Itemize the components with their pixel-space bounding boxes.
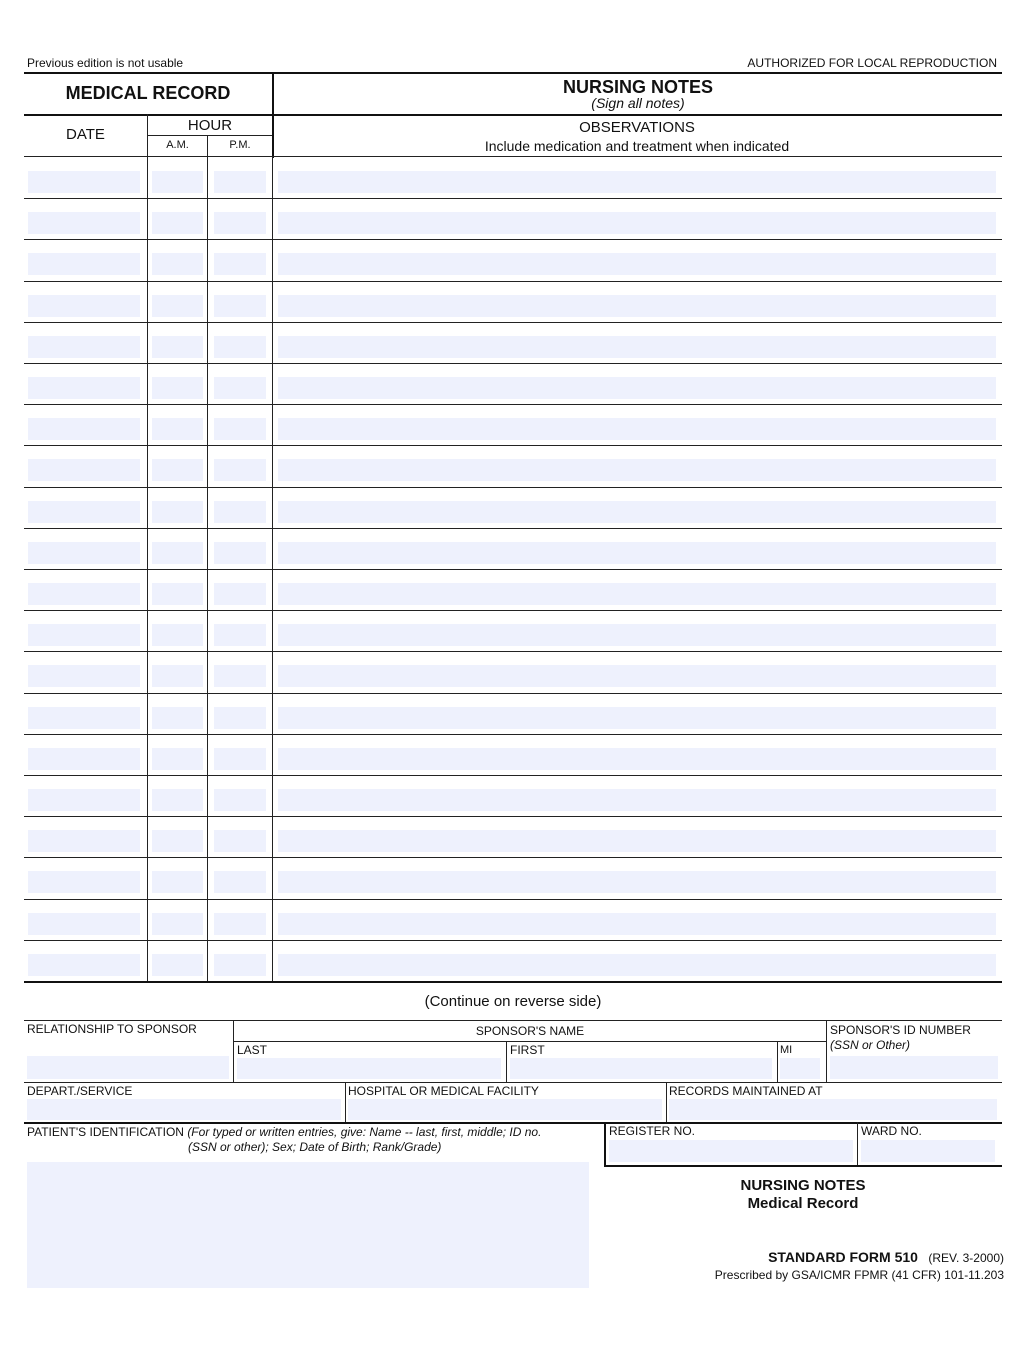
relationship-label: RELATIONSHIP TO SPONSOR — [27, 1022, 197, 1036]
footer-title: NURSING NOTES — [740, 1177, 866, 1194]
observation-cell[interactable] — [278, 212, 996, 234]
pm-cell[interactable] — [214, 707, 266, 729]
date-header: DATE — [66, 126, 105, 143]
sponsor-last-field[interactable] — [237, 1058, 501, 1079]
observation-cell[interactable] — [278, 542, 996, 564]
date-cell[interactable] — [28, 830, 140, 852]
am-cell[interactable] — [152, 789, 203, 811]
sponsor-name-label: SPONSOR'S NAME — [475, 1024, 585, 1038]
am-header: A.M. — [166, 139, 189, 151]
am-cell[interactable] — [152, 954, 203, 976]
date-column-divider — [147, 114, 148, 982]
mi-label: MI — [780, 1044, 793, 1056]
row-divider — [24, 857, 1002, 858]
observation-cell[interactable] — [278, 253, 996, 275]
am-cell[interactable] — [152, 253, 203, 275]
row-divider — [24, 445, 1002, 446]
form-number-line — [768, 1249, 1004, 1267]
date-cell[interactable] — [28, 253, 140, 275]
row-divider — [24, 734, 1002, 735]
form-number: STANDARD FORM 510 — [768, 1249, 918, 1265]
pm-cell[interactable] — [214, 583, 266, 605]
date-cell[interactable] — [28, 542, 140, 564]
patient-id-hint-2: (SSN or other); Sex; Date of Birth; Rank/Grade) — [188, 1140, 442, 1154]
observation-cell[interactable] — [278, 418, 996, 440]
date-cell[interactable] — [28, 295, 140, 317]
date-cell[interactable] — [28, 665, 140, 687]
register-field[interactable] — [609, 1140, 853, 1162]
pm-cell[interactable] — [214, 501, 266, 523]
observation-cell[interactable] — [278, 501, 996, 523]
last-first-divider — [506, 1041, 507, 1082]
am-cell[interactable] — [152, 748, 203, 770]
row-divider — [24, 693, 1002, 694]
observation-cell[interactable] — [278, 171, 996, 193]
am-cell[interactable] — [152, 459, 203, 481]
pm-cell[interactable] — [214, 253, 266, 275]
am-cell[interactable] — [152, 542, 203, 564]
record-title: MEDICAL RECORD — [65, 83, 231, 103]
am-cell[interactable] — [152, 501, 203, 523]
date-cell[interactable] — [28, 624, 140, 646]
authorized-note: AUTHORIZED FOR LOCAL REPRODUCTION — [747, 56, 997, 70]
hospital-divider — [666, 1082, 667, 1122]
am-cell[interactable] — [152, 624, 203, 646]
observation-cell[interactable] — [278, 954, 996, 976]
previous-edition-note: Previous edition is not usable — [27, 56, 184, 70]
hour-sub-rule — [148, 135, 272, 136]
date-cell[interactable] — [28, 171, 140, 193]
row-divider — [24, 363, 1002, 364]
pm-cell[interactable] — [214, 377, 266, 399]
first-mi-divider — [777, 1041, 778, 1082]
observation-cell[interactable] — [278, 583, 996, 605]
date-cell[interactable] — [28, 871, 140, 893]
date-cell[interactable] — [28, 748, 140, 770]
row-divider — [24, 281, 1002, 282]
sponsor-mi-field[interactable] — [780, 1058, 820, 1079]
pm-cell[interactable] — [214, 871, 266, 893]
pm-cell[interactable] — [214, 336, 266, 358]
form-revision: (REV. 3-2000) — [928, 1251, 1004, 1265]
pm-cell[interactable] — [214, 295, 266, 317]
observation-cell[interactable] — [278, 336, 996, 358]
observation-cell[interactable] — [278, 459, 996, 481]
sponsor-first-field[interactable] — [510, 1058, 772, 1079]
pm-cell[interactable] — [214, 624, 266, 646]
date-cell[interactable] — [28, 789, 140, 811]
prescribed-note: Prescribed by GSA/ICMR FPMR (41 CFR) 101-11.203 — [714, 1268, 1004, 1282]
am-cell[interactable] — [152, 418, 203, 440]
observation-cell[interactable] — [278, 624, 996, 646]
pm-cell[interactable] — [214, 212, 266, 234]
date-cell[interactable] — [28, 583, 140, 605]
am-cell[interactable] — [152, 377, 203, 399]
pm-cell[interactable] — [214, 954, 266, 976]
row-divider — [24, 198, 1002, 199]
form-title: NURSING NOTES — [562, 77, 713, 97]
ward-field[interactable] — [861, 1140, 995, 1162]
row-divider — [24, 569, 1002, 570]
row-divider — [24, 610, 1002, 611]
am-cell[interactable] — [152, 336, 203, 358]
patient-top-rule — [24, 1122, 1002, 1124]
header-bottom-rule — [24, 114, 1002, 116]
pm-cell[interactable] — [214, 830, 266, 852]
row-divider — [24, 528, 1002, 529]
row-divider — [24, 322, 1002, 323]
row-divider — [24, 404, 1002, 405]
relationship-field[interactable] — [27, 1056, 229, 1079]
pm-cell[interactable] — [214, 171, 266, 193]
observation-cell[interactable] — [278, 707, 996, 729]
date-cell[interactable] — [28, 336, 140, 358]
am-cell[interactable] — [152, 583, 203, 605]
records-label: RECORDS MAINTAINED AT — [669, 1084, 823, 1098]
pm-cell[interactable] — [214, 418, 266, 440]
date-cell[interactable] — [28, 501, 140, 523]
row-divider — [24, 899, 1002, 900]
observation-cell[interactable] — [278, 748, 996, 770]
observation-cell[interactable] — [278, 789, 996, 811]
date-cell[interactable] — [28, 418, 140, 440]
column-header-rule — [24, 156, 1002, 157]
row-divider — [24, 239, 1002, 240]
register-ward-divider — [857, 1122, 858, 1166]
date-cell[interactable] — [28, 459, 140, 481]
ward-label: WARD NO. — [861, 1124, 922, 1138]
date-cell[interactable] — [28, 377, 140, 399]
depart-label: DEPART./SERVICE — [27, 1084, 133, 1098]
am-cell[interactable] — [152, 830, 203, 852]
patient-id-field[interactable] — [27, 1162, 589, 1288]
pm-cell[interactable] — [214, 542, 266, 564]
form-subtitle: (Sign all notes) — [591, 95, 685, 111]
am-cell[interactable] — [152, 913, 203, 935]
row-divider — [24, 487, 1002, 488]
depart-divider — [345, 1082, 346, 1122]
observation-cell[interactable] — [278, 913, 996, 935]
hospital-label: HOSPITAL OR MEDICAL FACILITY — [348, 1084, 539, 1098]
am-cell[interactable] — [152, 171, 203, 193]
table-bottom-rule — [24, 981, 1002, 983]
am-cell[interactable] — [152, 665, 203, 687]
facility-top-rule — [24, 1082, 1002, 1083]
observations-header: OBSERVATIONS — [579, 119, 695, 136]
sponsor-id-hint: (SSN or Other) — [830, 1038, 911, 1052]
am-cell[interactable] — [152, 707, 203, 729]
row-divider — [24, 775, 1002, 776]
observation-cell[interactable] — [278, 665, 996, 687]
sponsor-id-field[interactable] — [830, 1056, 998, 1079]
date-cell[interactable] — [28, 954, 140, 976]
date-cell[interactable] — [28, 212, 140, 234]
observation-cell[interactable] — [278, 295, 996, 317]
pm-cell[interactable] — [214, 748, 266, 770]
date-cell[interactable] — [28, 913, 140, 935]
patient-id-hint-1: (For typed or written entries, give: Name -- last, first, middle; ID no. — [187, 1125, 542, 1139]
sponsor-top-rule — [24, 1020, 1002, 1021]
row-divider — [24, 816, 1002, 817]
sponsor-name-rule — [234, 1041, 826, 1042]
depart-field[interactable] — [27, 1099, 341, 1120]
date-cell[interactable] — [28, 707, 140, 729]
register-bottom-rule — [604, 1165, 1002, 1167]
pm-cell[interactable] — [214, 665, 266, 687]
pm-cell[interactable] — [214, 789, 266, 811]
first-label: FIRST — [510, 1043, 545, 1057]
register-left-border — [604, 1122, 606, 1166]
patient-id-label-line — [27, 1125, 597, 1139]
pm-header: P.M. — [229, 139, 251, 151]
sponsor-id-divider — [826, 1020, 827, 1082]
am-cell[interactable] — [152, 871, 203, 893]
register-label: REGISTER NO. — [609, 1124, 696, 1138]
am-cell[interactable] — [152, 212, 203, 234]
pm-cell[interactable] — [214, 459, 266, 481]
records-field[interactable] — [669, 1099, 997, 1120]
am-column-divider — [207, 135, 208, 982]
continue-note: (Continue on reverse side) — [424, 993, 602, 1010]
observation-cell[interactable] — [278, 871, 996, 893]
row-divider — [24, 651, 1002, 652]
pm-cell[interactable] — [214, 913, 266, 935]
observations-subheader: Include medication and treatment when indicated — [484, 138, 790, 154]
am-cell[interactable] — [152, 295, 203, 317]
footer-subtitle: Medical Record — [747, 1195, 859, 1212]
patient-id-label: PATIENT'S IDENTIFICATION — [27, 1125, 184, 1139]
row-divider — [24, 940, 1002, 941]
top-rule — [24, 72, 1002, 74]
last-label: LAST — [237, 1043, 268, 1057]
hour-header: HOUR — [187, 117, 233, 134]
observation-cell[interactable] — [278, 377, 996, 399]
sponsor-id-label: SPONSOR'S ID NUMBER — [830, 1023, 971, 1037]
hospital-field[interactable] — [348, 1099, 662, 1120]
observation-cell[interactable] — [278, 830, 996, 852]
